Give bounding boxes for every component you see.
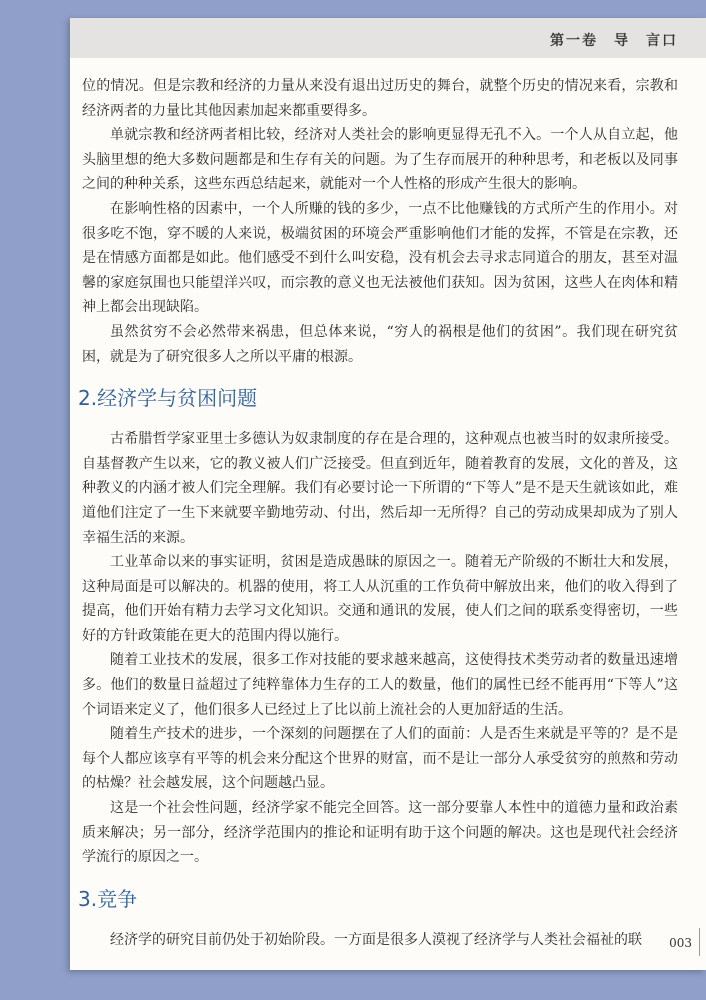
paragraph: 古希腊哲学家亚里士多德认为奴隶制度的存在是合理的，这种观点也被当时的奴隶所接受。自基督教产生以来，它的教义被人们广泛接受。但直到近年，随着教育的发展，文化的普及，这种教义的内涵才被人们完全理解。我们有必要讨论一下所谓的“下等人”是不是天生就该如此，难道他们注定了一生下来就要辛勤地劳动、付出，然后却一无所得？自己的劳动成果却成为了别人幸福生活的来源。 bbox=[82, 431, 678, 546]
paragraph: 在影响性格的因素中，一个人所赚的钱的多少，一点不比他赚钱的方式所产生的作用小。对很多吃不饱，穿不暖的人来说，极端贫困的环境会严重影响他们才能的发挥，不管是在宗教，还是在情感方面都是如此。他们感受不到什么叫安稳，没有机会去寻求志同道合的朋友，甚至对温馨的家庭氛围也只能望洋兴叹，而宗教的意义也无法被他们获知。因为贫困，这些人在肉体和精神上都会出现缺陷。 bbox=[82, 200, 678, 316]
paragraph: 这是一个社会性问题，经济学家不能完全回答。这一部分要靠人本性中的道德力量和政治素质来解决；另一部分，经济学范围内的推论和证明有助于这个问题的解决。这也是现代社会经济学流行的原因之一。 bbox=[82, 800, 678, 866]
paragraph: 单就宗教和经济两者相比较，经济对人类社会的影响更显得无孔不入。一个人从自立起，他头脑里想的绝大多数问题都是和生存有关的问题。为了生存而展开的种种思考，和老板以及同事之间的种种关系，这些东西总结起来，就能对一个人性格的形成产生很大的影响。 bbox=[82, 127, 678, 193]
book-page bbox=[70, 18, 706, 970]
paragraph: 随着工业技术的发展，很多工作对技能的要求越来越高，这使得技术类劳动者的数量迅速增多。他们的数量日益超过了纯粹靠体力生存的工人的数量，他们的属性已经不能再用“下等人”这个词语来定义了，他们很多人已经过上了比以前上流社会的人更加舒适的生活。 bbox=[82, 652, 678, 718]
running-header bbox=[70, 18, 706, 58]
paragraph: 工业革命以来的事实证明，贫困是造成愚昧的原因之一。随着无产阶级的不断壮大和发展，这种局面是可以解决的。机器的使用，将工人从沉重的工作负荷中解放出来，他们的收入得到了提高，他们开始有精力去学习文化知识。交通和通讯的发展，使人们之间的联系变得密切，一些好的方针政策能在更大的范围内得以施行。 bbox=[82, 554, 678, 644]
paragraph: 虽然贫穷不会必然带来祸患，但总体来说，“穷人的祸根是他们的贫困”。我们现在研究贫困，就是为了研究很多人之所以平庸的根源。 bbox=[82, 323, 678, 365]
section-heading: 2.经济学与贫困问题 bbox=[78, 386, 258, 411]
page-number: 003 bbox=[669, 936, 692, 950]
running-header-title: 第一卷 导 言口 bbox=[550, 33, 678, 49]
paragraph: 随着生产技术的进步，一个深刻的问题摆在了人们的面前：人是否生来就是平等的？是不是每个人都应该享有平等的机会来分配这个世界的财富，而不是让一部分人承受贫穷的煎熬和劳动的枯燥？社会越发展，这个问题越凸显。 bbox=[82, 726, 678, 792]
paragraph: 位的情况。但是宗教和经济的力量从来没有退出过历史的舞台，就整个历史的情况来看，宗教和经济两者的力量比其他因素加起来都重要得多。 bbox=[82, 78, 678, 119]
paragraph: 经济学的研究目前仍处于初始阶段。一方面是很多人漠视了经济学与人类社会福祉的联 bbox=[110, 931, 642, 948]
section-heading: 3.竞争 bbox=[78, 886, 138, 911]
page-body bbox=[78, 74, 678, 952]
page-edge-rule bbox=[699, 928, 700, 956]
